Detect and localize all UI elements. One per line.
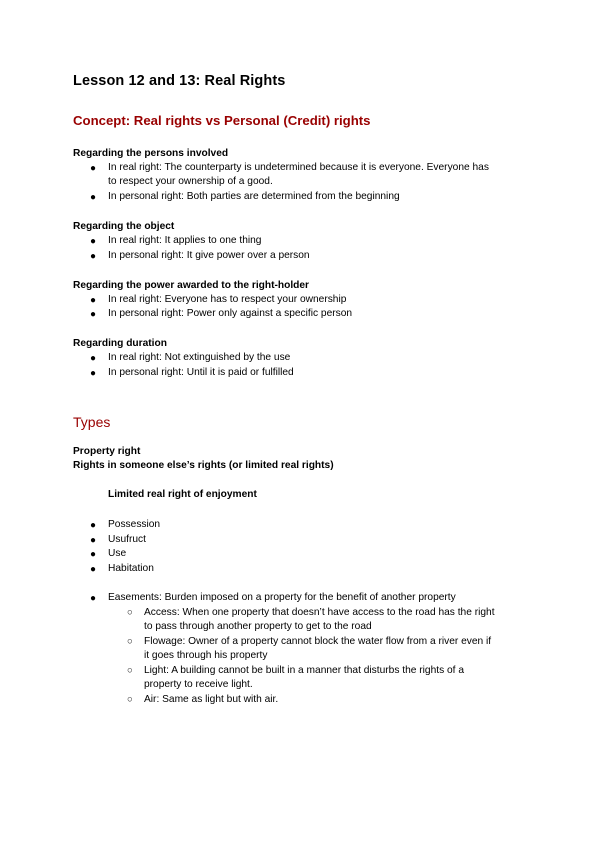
circle-bullet-icon: ○: [127, 607, 133, 618]
enjoyment-heading: Limited real right of enjoyment: [108, 489, 257, 500]
list-item: Possession: [108, 519, 161, 530]
list-item: In real right: The counterparty is undetermined because it is everyone. Everyone has: [108, 162, 489, 173]
list-item: Usufruct: [108, 534, 146, 545]
concept-heading: Concept: Real rights vs Personal (Credit) rights: [73, 113, 371, 128]
types-heading: Types: [73, 414, 111, 430]
bullet-icon: ●: [90, 368, 97, 379]
list-item: In personal right: Both parties are determined from the beginning: [108, 191, 400, 202]
bullet-icon: ●: [90, 236, 97, 247]
bullet-icon: ●: [90, 295, 97, 306]
bullet-icon: ●: [90, 353, 97, 364]
list-item: Use: [108, 548, 127, 559]
bullet-icon: ●: [90, 535, 97, 546]
bullet-icon: ●: [90, 593, 97, 604]
list-item: In real right: Everyone has to respect your ownership: [108, 294, 347, 305]
circle-bullet-icon: ○: [127, 694, 133, 705]
list-item: In personal right: Until it is paid or fulfilled: [108, 367, 294, 378]
list-item-continued: to respect your ownership of a good.: [108, 176, 273, 187]
list-item: In personal right: Power only against a specific person: [108, 308, 353, 319]
sub-list-item-continued: property to receive light.: [144, 679, 253, 690]
list-item: In real right: It applies to one thing: [108, 235, 262, 246]
circle-bullet-icon: ○: [127, 636, 133, 647]
sub-list-item: Light: A building cannot be built in a manner that disturbs the rights of a: [144, 665, 464, 676]
section-heading: Regarding the power awarded to the right-holder: [73, 280, 310, 291]
list-item: In real right: Not extinguished by the use: [108, 352, 291, 363]
sub-list-item: Flowage: Owner of a property cannot block the water flow from a river even if: [144, 636, 492, 647]
easements-item: Easements: Burden imposed on a property for the benefit of another property: [108, 592, 456, 603]
sub-list-item: Air: Same as light but with air.: [144, 694, 279, 705]
section-heading: Regarding the persons involved: [73, 148, 229, 159]
bullet-icon: ●: [90, 520, 97, 531]
list-item: In personal right: It give power over a person: [108, 250, 310, 261]
section-heading: Regarding duration: [73, 338, 167, 349]
section-heading: Regarding the object: [73, 221, 175, 232]
bullet-icon: ●: [90, 309, 97, 320]
bullet-icon: ●: [90, 251, 97, 262]
limited-rights-heading: Rights in someone else’s rights (or limited real rights): [73, 460, 334, 471]
circle-bullet-icon: ○: [127, 665, 133, 676]
property-right-heading: Property right: [73, 446, 141, 457]
bullet-icon: ●: [90, 192, 97, 203]
bullet-icon: ●: [90, 549, 97, 560]
bullet-icon: ●: [90, 564, 97, 575]
sub-list-item: Access: When one property that doesn’t have access to the road has the right: [144, 607, 495, 618]
page-title: Lesson 12 and 13: Real Rights: [73, 73, 286, 89]
sub-list-item-continued: to pass through another property to get to the road: [144, 621, 372, 632]
bullet-icon: ●: [90, 163, 97, 174]
sub-list-item-continued: it goes through his property: [144, 650, 268, 661]
list-item: Habitation: [108, 563, 154, 574]
